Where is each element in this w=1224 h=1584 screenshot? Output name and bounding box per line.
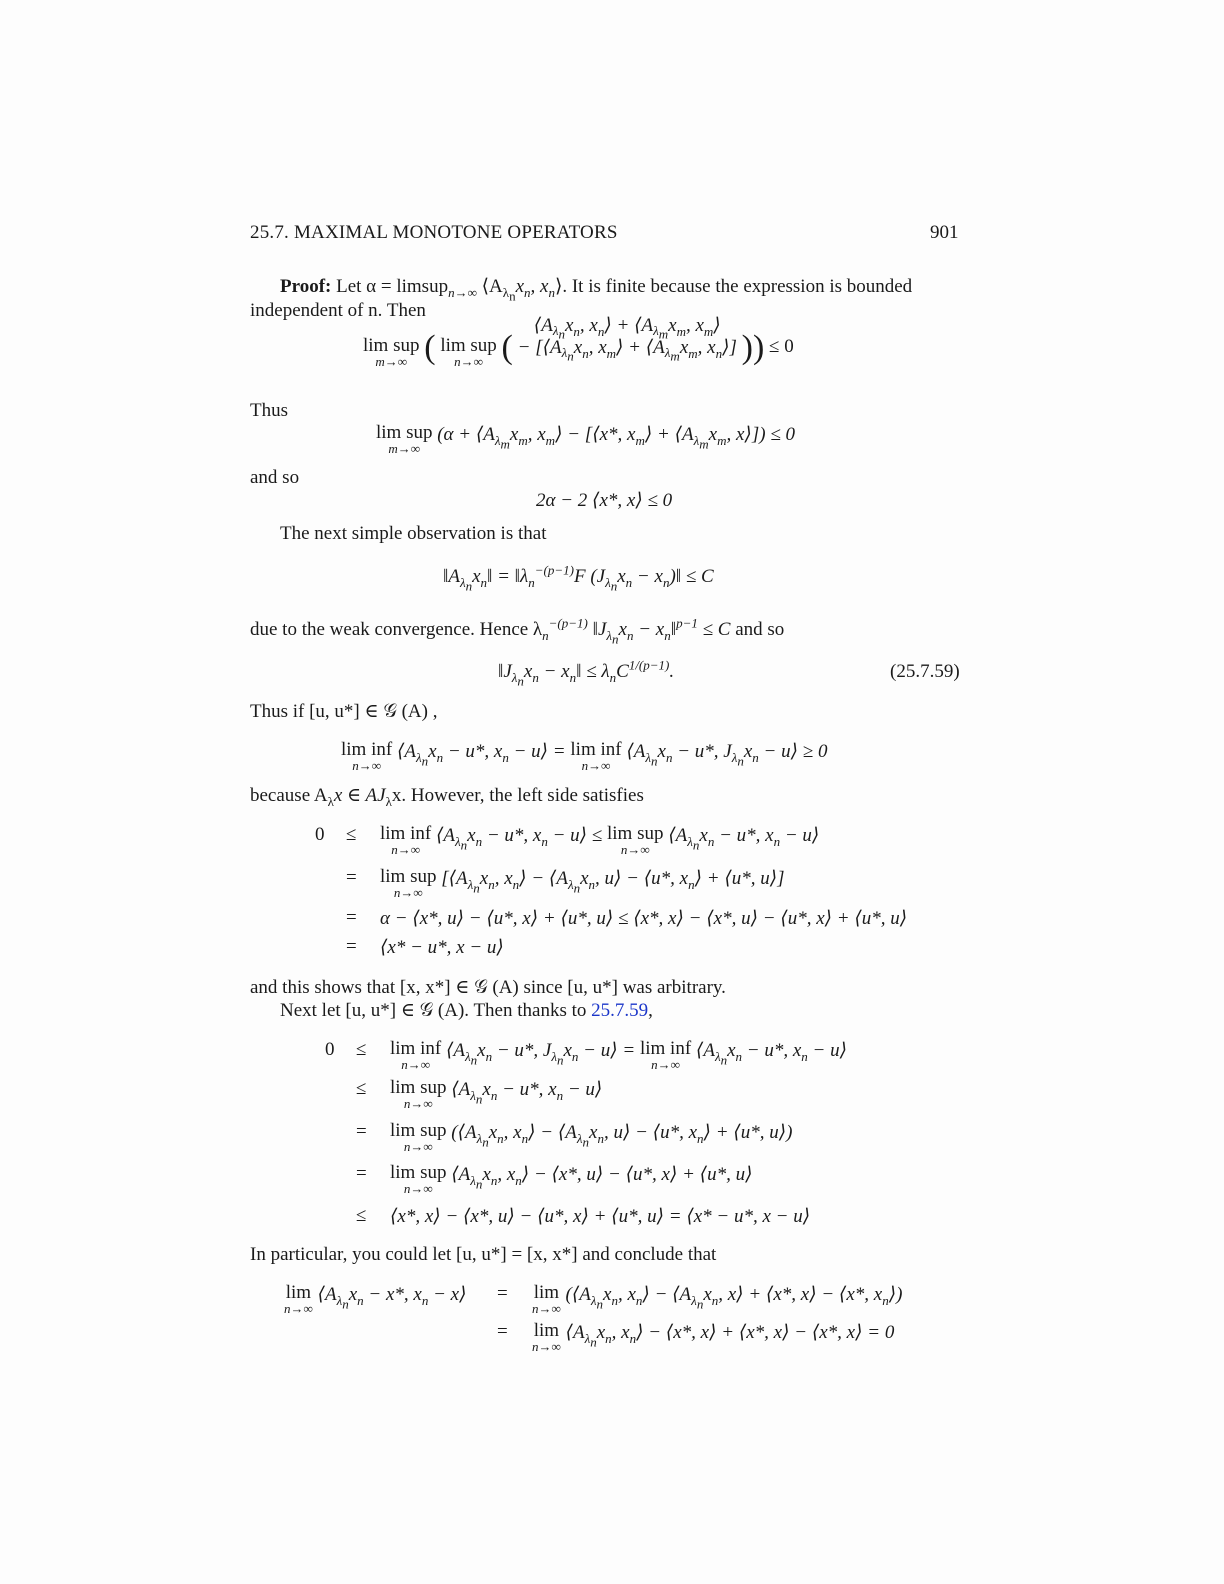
and-so-label: and so [250,467,300,488]
proof-text-c: x [515,276,524,297]
limsup-n: lim sup [440,335,497,356]
eq8-line-1a: $⟨A_{\lambda_n}x_n - u*$, $J_{\lambda_n}x_n$ − u⟩ = [445,1040,636,1068]
eq2-limsup-sub: m→∞ [388,441,421,456]
eq8-line-3 [390,1121,792,1153]
eq2-limsup: lim sup [376,422,433,443]
eq8-l2-limsup-sub: n→∞ [403,1096,433,1111]
eq9-lhs [284,1283,467,1315]
eq7-limsup-sub: n→∞ [620,842,650,857]
eq1-rhs: ≤ 0 [769,336,794,357]
due-to-line: due to the weak convergence. Hence $\lambda_n^{-(p-1)}$ $‖J_{\lambda_n}x_n$ − $x_n‖^{p-1} \le C$ and so [250,615,785,647]
eq8-line-2 [390,1078,602,1110]
eq8-liminf-2: lim inf [639,1038,692,1059]
eq8-rel-5: ≤ [356,1205,367,1226]
eq6-liminf-2-sub: n→∞ [581,758,611,773]
eq8-line-4 [390,1163,753,1195]
equation-3: 2α − 2 ⟨x*, x⟩ ≤ 0 [536,490,673,511]
eq7-line-1b: $⟨A_{\lambda_n}x_n - u*$, $x_n$ − u⟩ [668,825,820,853]
eq6-liminf-1-sub: n→∞ [352,758,381,773]
eq8-line-5: ⟨x*, x⟩ − ⟨x*, u⟩ − ⟨u*, x⟩ + ⟨u*, u⟩ = ⟨x* − u*, x − u⟩ [390,1206,811,1227]
running-header: 25.7. MAXIMAL MONOTONE OPERATORS [250,222,618,243]
eq8-l4-limsup: lim sup [390,1162,447,1183]
eq7-l2-limsup-sub: n→∞ [393,885,423,900]
eq7-rel-1: ≤ [346,824,357,845]
eq8-rel-1: ≤ [356,1039,367,1060]
eq8-liminf-1-sub: n→∞ [401,1057,430,1072]
page-number: 901 [930,222,959,243]
eq9-line-1-body: ($⟨A_{\lambda_n}x_n$, $x_n⟩$ − $⟨A_{\lambda_n}x_n$, x⟩ + ⟨x*, x⟩ − ⟨x*, $x_n⟩$) [565,1284,903,1312]
eq7-line-1 [380,824,819,856]
equation-reference-link[interactable]: 25.7.59 [591,1000,649,1021]
eq9-lim-1: lim [533,1282,560,1303]
next-let-line [250,999,963,1023]
eq7-line-3: α − ⟨x*, u⟩ − ⟨u*, x⟩ + ⟨u*, u⟩ ≤ ⟨x*, x⟩ − ⟨x*, u⟩ − ⟨u*, x⟩ + ⟨u*, u⟩ [380,908,908,929]
because-text-b: x ∈ AJ [333,785,386,806]
eq6-liminf-1: lim inf [341,739,393,760]
thus-if-line: Thus if [u, u*] ∈ 𝒢 (A) , [250,701,438,722]
in-particular-line: In particular, you could let [u, u*] = [x, x*] and conclude that [250,1244,717,1265]
eq8-zero: 0 [325,1039,335,1060]
proof-paragraph: Proof: Let α = limsup$_{n\to\infty}$ $⟨A_{\lambda_n}x_n$, $x_n⟩$. It is finite because the expression is bounded [280,276,913,304]
eq6-liminf-2: lim inf [570,739,622,760]
eq8-l3-limsup-sub: n→∞ [403,1139,433,1154]
eq7-limsup: lim sup [607,823,664,844]
eq1-bottom: − [$⟨A_{\lambda_n}x_n$, $x_m⟩$ + $⟨A_{\lambda_m}x_m$, $x_n⟩$] [517,336,737,365]
eq8-rel-2: ≤ [356,1078,367,1099]
eq8-line-1 [390,1039,847,1071]
due-to-text-b: and so [735,619,785,640]
eq9-lim-lhs-sub: n→∞ [284,1301,313,1316]
proof-text-e: ⟩. It is finite because the expression is bounded [554,276,913,297]
eq9-rel-2: = [497,1321,508,1342]
limsup-m-sub: m→∞ [375,354,408,369]
proof-label: Proof: [280,276,332,297]
proof-text-d: , x [530,276,549,297]
limsup-m: lim sup [363,335,420,356]
eq8-line-1b: $⟨A_{\lambda_n}x_n - u*$, $x_n$ − u⟩ [695,1040,848,1068]
due-to-text-a: due to the weak convergence. Hence λ [250,619,543,640]
eq9-rel-1: = [497,1283,508,1304]
equation-2 [376,423,795,455]
limsup-n-sub: n→∞ [454,354,483,369]
equation-1: lim sup m→∞ ( lim sup n→∞ ( $⟨A_{\lambda_n}x_n$, $x_n⟩$ + $⟨A_{\lambda_m}x_m$, $x_m⟩$ − [$⟨A_{\lambda_n}x_n$, $x_m⟩$ + $⟨A_{\lambda_m}x_m$, $x_n⟩$] )) ≤ 0 [363,314,794,369]
equation-6 [341,740,827,772]
eq8-line-3-body: ($⟨A_{\lambda_n}x_n$, $x_n⟩$ − $⟨A_{\lambda_n}x_n$, u⟩ − ⟨u*, $x_n⟩$ + ⟨u*, u⟩) [451,1122,793,1150]
because-text-a: because A [250,785,328,806]
equation-number-25-7-59: (25.7.59) [890,661,960,682]
eq7-line-4: ⟨x* − u*, x − u⟩ [380,937,504,958]
eq8-l4-limsup-sub: n→∞ [403,1181,433,1196]
eq9-line-2 [532,1321,894,1353]
eq7-l2-limsup: lim sup [380,866,437,887]
because-line: because $A_\lambda x$ ∈ $AJ_\lambda x$. However, the left side satisfies [250,785,644,809]
proof-text-a-sub: n→∞ [448,284,477,300]
eq9-lim-2-sub: n→∞ [532,1339,561,1354]
eq6-part-a: $⟨A_{\lambda_n}x_n - u*$, $x_n$ − u⟩ = [396,741,566,769]
eq7-rel-3: = [346,907,357,928]
eq9-line-2-body: $⟨A_{\lambda_n}x_n$, $x_n⟩$ − ⟨x*, x⟩ + ⟨x*, x⟩ − ⟨x*, x⟩ = 0 [565,1322,895,1350]
eq1-top: $⟨A_{\lambda_n}x_n$, $x_n⟩$ + $⟨A_{\lambda_m}x_m$, $x_m⟩$ [533,314,721,343]
eq7-liminf: lim inf [380,823,432,844]
eq9-lim-lhs: lim [285,1282,312,1303]
because-text-c: x. However, the left side satisfies [391,785,644,806]
eq9-line-1 [532,1283,902,1315]
eq7-rel-4: = [346,936,357,957]
eq2-body: ($\alpha + ⟨A_{\lambda_m}x_m$, $x_m⟩$ − [⟨x*, $x_m⟩$ + $⟨A_{\lambda_m}x_m$, x⟩]) ≤ 0 [437,424,795,452]
eq8-liminf-1: lim inf [390,1038,442,1059]
eq8-line-4-body: $⟨A_{\lambda_n}x_n$, $x_n⟩$ − ⟨x*, u⟩ − ⟨u*, x⟩ + ⟨u*, u⟩ [451,1164,753,1192]
thus-label: Thus [250,400,288,421]
next-let-text-b: , [648,1000,653,1021]
proof-text-b: ⟨A [481,276,503,297]
eq9-lim-2: lim [533,1320,560,1341]
eq6-part-b: $⟨A_{\lambda_n}x_n - u*$, $J_{\lambda_n}x_n$ − u⟩ ≥ 0 [626,741,828,769]
proof-line2: independent of n. Then [250,300,426,321]
eq9-lim-1-sub: n→∞ [532,1301,561,1316]
eq8-line-2-body: $⟨A_{\lambda_n}x_n - u*$, $x_n$ − u⟩ [451,1079,603,1107]
eq8-l2-limsup: lim sup [390,1077,447,1098]
eq7-zero: 0 [315,824,325,845]
equation-4: $‖A_{\lambda_n}x_n‖$ = $‖\lambda_n^{-(p-1)}F$ ($J_{\lambda_n}x_n$ − $x_n)‖ \le C$ [443,562,714,594]
eq7-line-2-body: [$⟨A_{\lambda_n}x_n$, $x_n⟩$ − $⟨A_{\lambda_n}x_n$, u⟩ − ⟨u*, $x_n⟩$ + ⟨u*, u⟩] [441,868,785,896]
eq7-line-2 [380,867,785,899]
eq9-lhs-body: $⟨A_{\lambda_n}x_n - x*$, $x_n$ − x⟩ [317,1284,467,1312]
eq7-liminf-sub: n→∞ [391,842,420,857]
next-observation: The next simple observation is that [280,523,547,544]
eq7-line-1a: $⟨A_{\lambda_n}x_n - u*$, $x_n$ − u⟩ ≤ [435,825,603,853]
eq8-liminf-2-sub: n→∞ [651,1057,680,1072]
proof-text-a: Let α = limsup [336,276,449,297]
eq8-rel-4: = [356,1163,367,1184]
next-let-text-a: Next let [u, u*] ∈ 𝒢 (A). Then thanks to [280,1000,587,1021]
and-this-line: and this shows that [x, x*] ∈ 𝒢 (A) since [u, u*] was arbitrary. [250,977,726,998]
eq8-l3-limsup: lim sup [390,1120,447,1141]
equation-5: $‖J_{\lambda_n}x_n$ − $x_n‖ \le \lambda_nC^{1/(p-1)}$. [498,657,675,689]
eq8-rel-3: = [356,1121,367,1142]
due-to-inline-math: $^{-(p-1)}$ $‖J_{\lambda_n}x_n$ − $x_n‖^{p-1} \le C$ [548,615,731,647]
eq7-rel-2: = [346,867,357,888]
